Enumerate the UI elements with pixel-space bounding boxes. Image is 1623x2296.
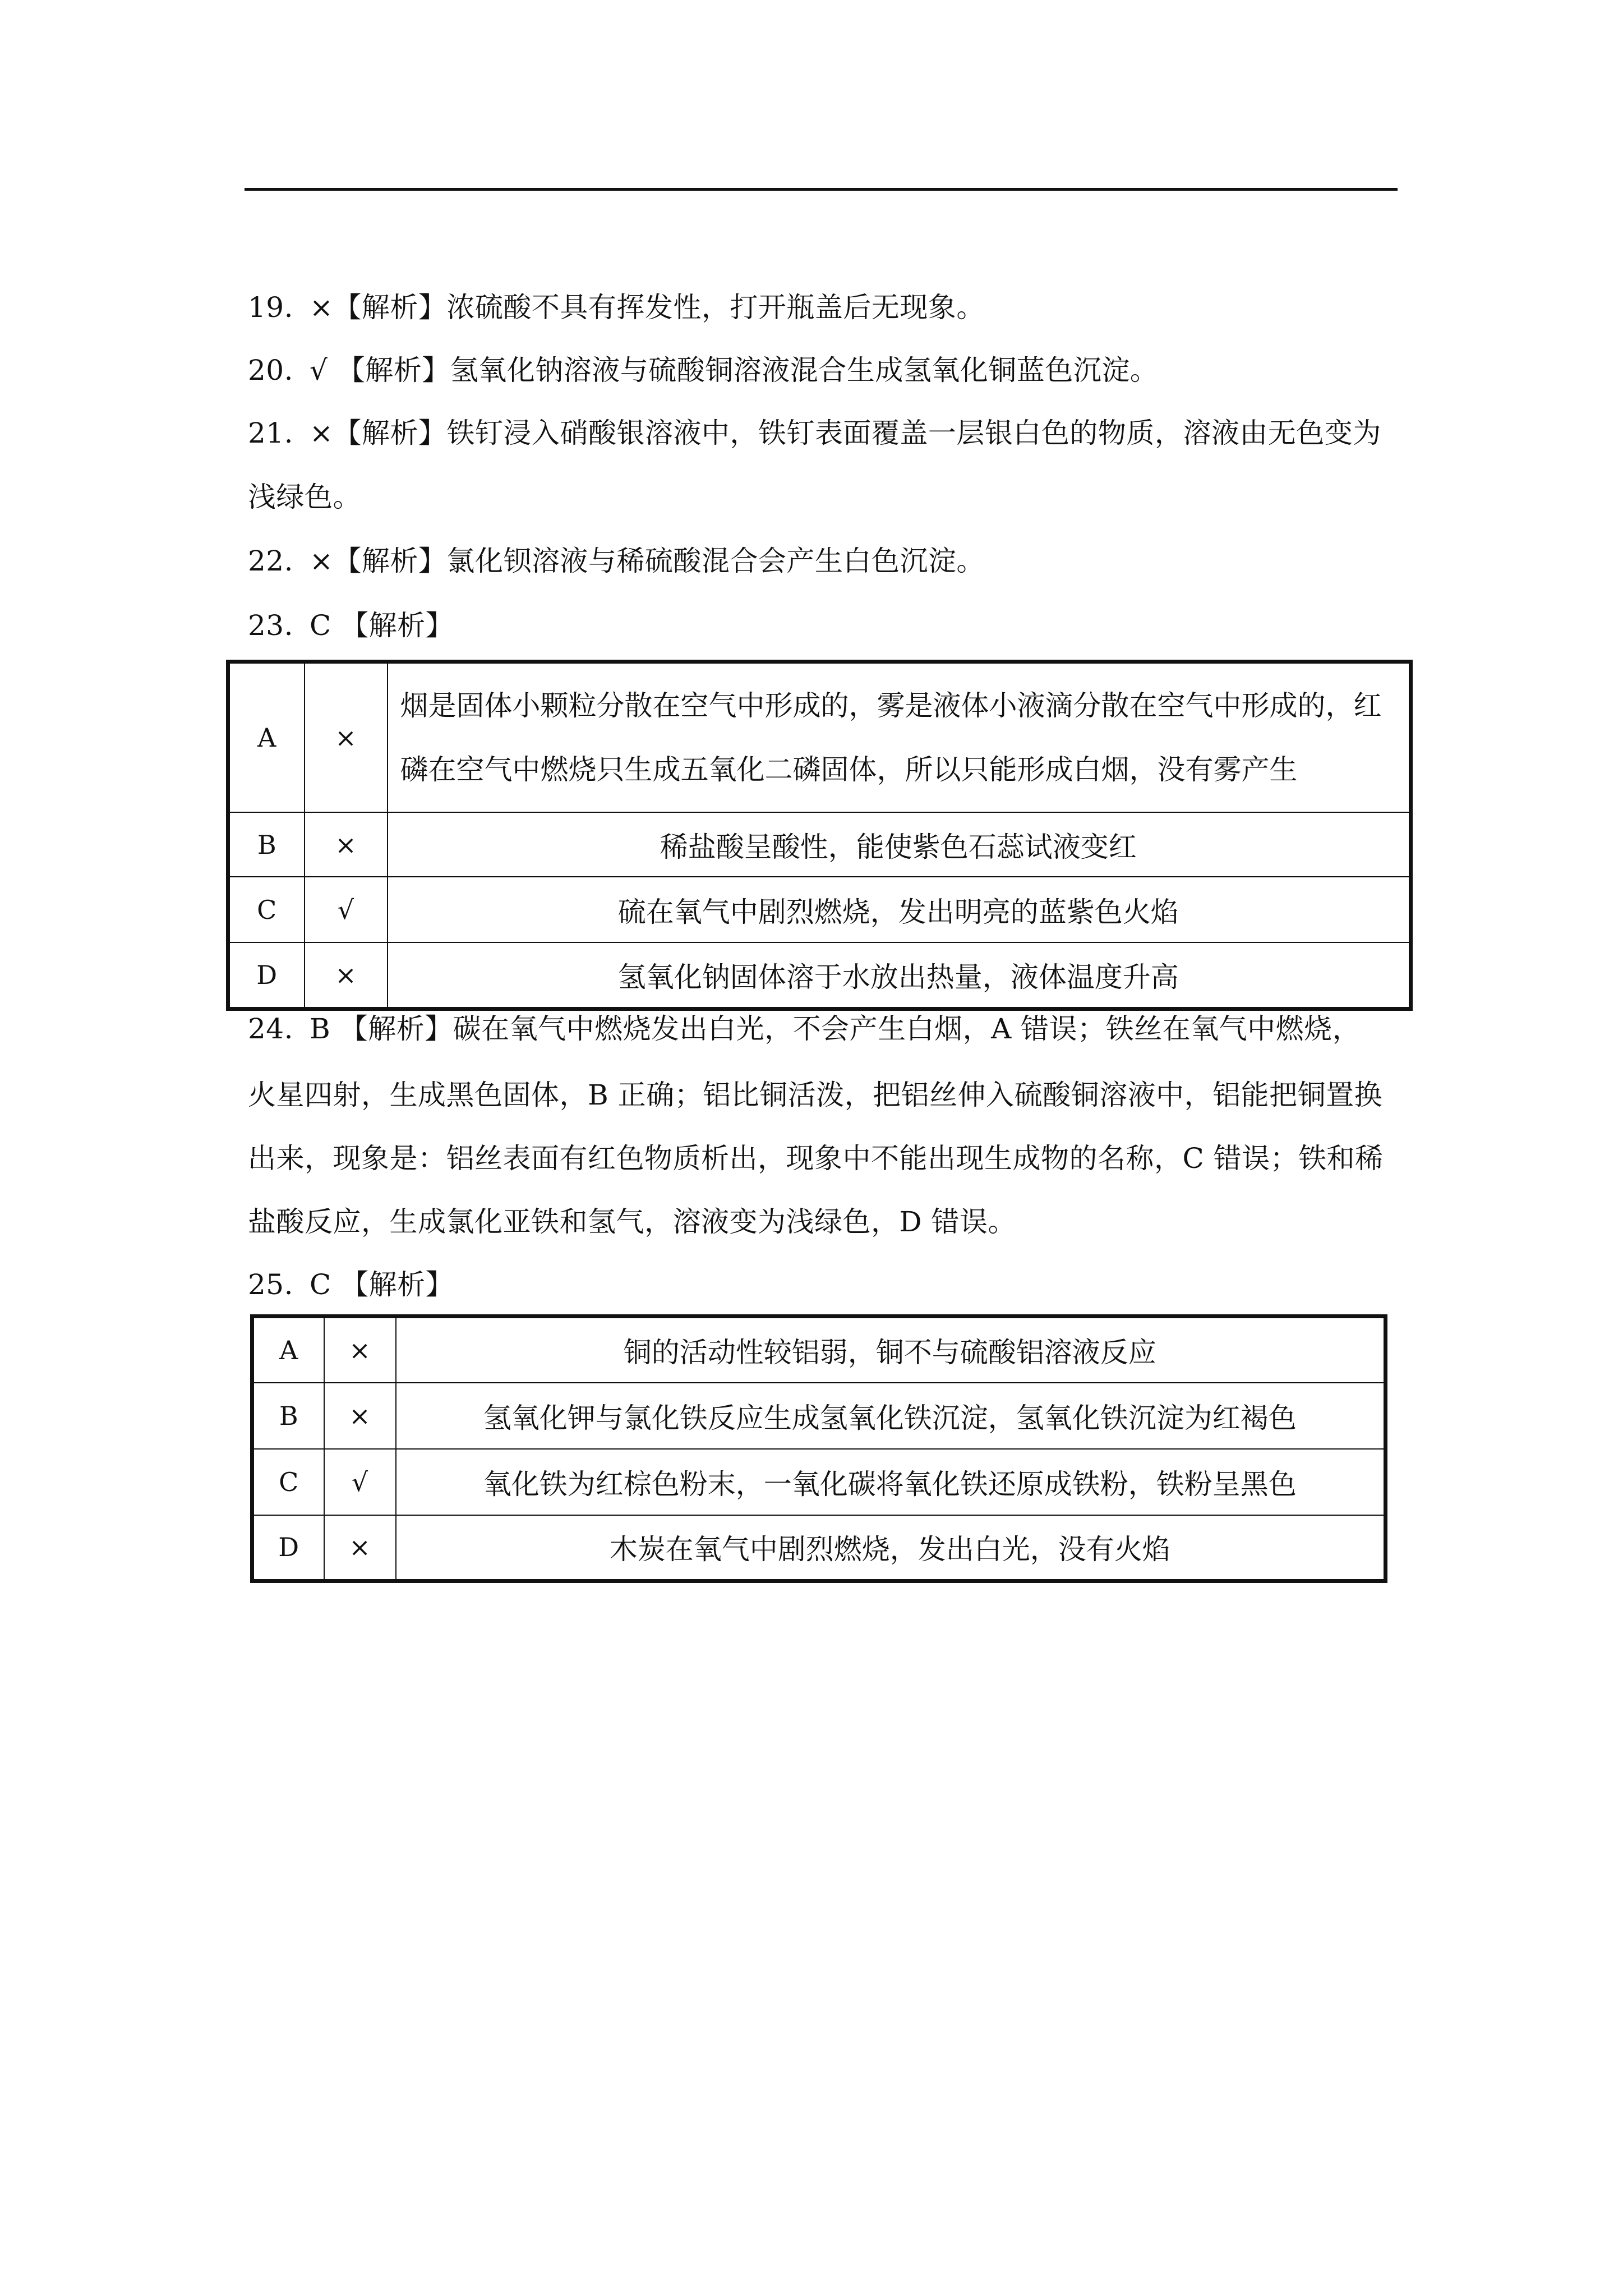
analysis-table-23 <box>226 660 1413 1011</box>
option-letter: C <box>228 877 305 942</box>
judgement-mark: √ <box>305 877 388 942</box>
table-row <box>228 877 1411 942</box>
option-letter: D <box>252 1515 324 1581</box>
answer-24 <box>248 1012 1361 1046</box>
judgement-mark: × <box>324 1515 396 1581</box>
header-rule <box>245 188 1398 191</box>
item-number: 24. <box>248 1013 294 1045</box>
answer-21 <box>248 416 1381 450</box>
item-number: 20. <box>248 354 294 386</box>
analysis-table-25 <box>250 1314 1387 1583</box>
answer-text: B 【解析】碳在氧气中燃烧发出白光，不会产生白烟，A 错误；铁丝在氧气中燃烧， <box>310 1013 1361 1045</box>
answer-24-continued: 出来，现象是：铝丝表面有红色物质析出，现象中不能出现生成物的名称，C 错误；铁和稀 <box>248 1142 1384 1175</box>
table-row <box>252 1383 1386 1449</box>
table-row <box>252 1515 1386 1581</box>
judgement-mark: √ <box>324 1449 396 1515</box>
judgement-mark: × <box>305 942 388 1009</box>
judgement-mark: × <box>305 812 388 877</box>
answer-24-continued: 盐酸反应，生成氯化亚铁和氢气，溶液变为浅绿色，D 错误。 <box>248 1205 1016 1238</box>
option-letter: B <box>228 812 305 877</box>
option-letter: A <box>252 1317 324 1383</box>
table-row <box>252 1317 1386 1383</box>
explanation-cell: 铜的活动性较铝弱，铜不与硫酸铝溶液反应 <box>396 1317 1386 1383</box>
table-row <box>228 662 1411 813</box>
answer-19 <box>248 291 985 324</box>
answer-text: C 【解析】 <box>310 1268 454 1301</box>
answer-20 <box>248 353 1158 387</box>
explanation-cell <box>388 662 1411 813</box>
item-number: 23. <box>248 609 294 642</box>
explanation-cell: 氢氧化钾与氯化铁反应生成氢氧化铁沉淀，氢氧化铁沉淀为红褐色 <box>396 1383 1386 1449</box>
explanation-cell: 稀盐酸呈酸性，能使紫色石蕊试液变红 <box>388 812 1411 877</box>
explanation-line: 磷在空气中燃烧只生成五氧化二磷固体，所以只能形成白烟，没有雾产生 <box>400 753 1298 786</box>
item-number: 19. <box>248 291 294 324</box>
judgement-mark: × <box>324 1317 396 1383</box>
explanation-cell: 硫在氧气中剧烈燃烧，发出明亮的蓝紫色火焰 <box>388 877 1411 942</box>
judgement-mark: × <box>305 662 388 813</box>
answer-23 <box>248 609 454 642</box>
answer-text: ×【解析】浓硫酸不具有挥发性，打开瓶盖后无现象。 <box>310 291 985 324</box>
judgement-mark: × <box>324 1383 396 1449</box>
option-letter: A <box>228 662 305 813</box>
answer-22 <box>248 544 985 578</box>
explanation-line: 烟是固体小颗粒分散在空气中形成的，雾是液体小液滴分散在空气中形成的，红 <box>400 689 1382 722</box>
answer-text: ×【解析】铁钉浸入硝酸银溶液中，铁钉表面覆盖一层银白色的物质，溶液由无色变为 <box>310 417 1381 449</box>
answer-21-continued: 浅绿色。 <box>248 481 361 513</box>
item-number: 22. <box>248 545 294 577</box>
item-number: 25. <box>248 1268 294 1301</box>
answer-24-continued: 火星四射，生成黑色固体，B 正确；铝比铜活泼，把铝丝伸入硫酸铜溶液中，铝能把铜置换 <box>248 1079 1383 1111</box>
option-letter: C <box>252 1449 324 1515</box>
item-number: 21. <box>248 417 294 449</box>
table-row <box>228 942 1411 1009</box>
answer-text: √ 【解析】氢氧化钠溶液与硫酸铜溶液混合生成氢氧化铜蓝色沉淀。 <box>310 354 1159 386</box>
explanation-cell: 氢氧化钠固体溶于水放出热量，液体温度升高 <box>388 942 1411 1009</box>
table-row <box>252 1449 1386 1515</box>
explanation-cell: 氧化铁为红棕色粉末，一氧化碳将氧化铁还原成铁粉，铁粉呈黑色 <box>396 1449 1386 1515</box>
answer-text: ×【解析】氯化钡溶液与稀硫酸混合会产生白色沉淀。 <box>310 545 985 577</box>
option-letter: D <box>228 942 305 1009</box>
table-row <box>228 812 1411 877</box>
answer-text: C 【解析】 <box>310 609 454 642</box>
explanation-cell: 木炭在氧气中剧烈燃烧，发出白光，没有火焰 <box>396 1515 1386 1581</box>
option-letter: B <box>252 1383 324 1449</box>
answer-25 <box>248 1268 454 1301</box>
